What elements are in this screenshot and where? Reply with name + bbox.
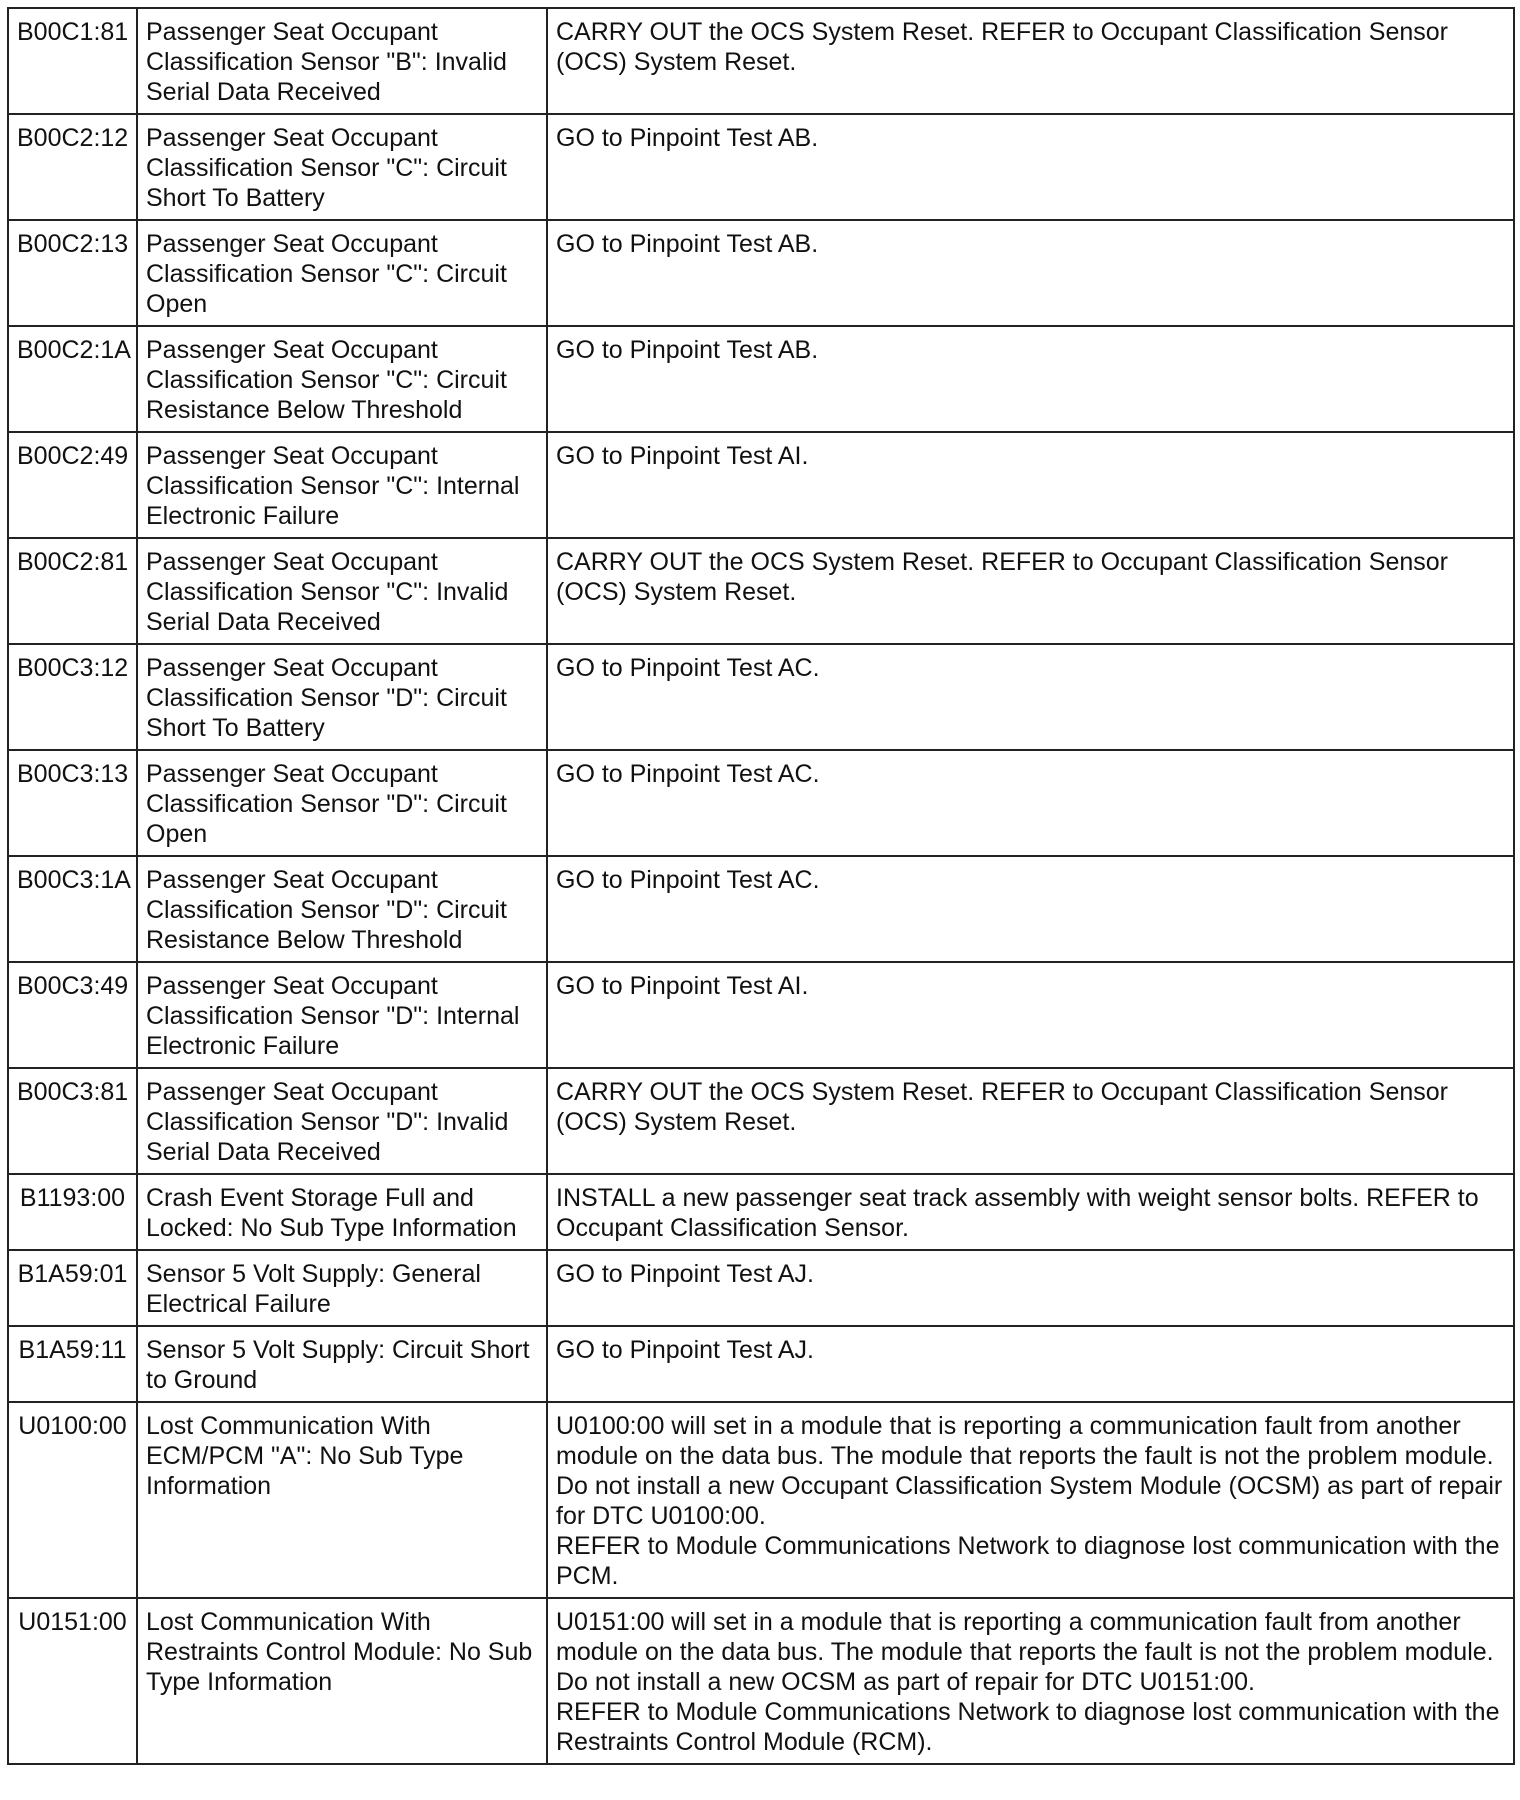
table-row xyxy=(8,1326,1514,1402)
dtc-code: B00C2:13 xyxy=(8,220,137,326)
action-text: GO to Pinpoint Test AC. xyxy=(556,654,820,682)
table-row xyxy=(8,114,1514,220)
dtc-description: Lost Communication With Restraints Control Module: No Sub Type Information xyxy=(137,1598,547,1764)
action-text: GO to Pinpoint Test AJ. xyxy=(556,1336,815,1364)
dtc-code: B00C3:13 xyxy=(8,750,137,856)
dtc-description: Passenger Seat Occupant Classification Sensor "C": Internal Electronic Failure xyxy=(137,432,547,538)
dtc-code: B1193:00 xyxy=(8,1174,137,1250)
dtc-action xyxy=(547,220,1514,326)
dtc-action xyxy=(547,1174,1514,1250)
dtc-action xyxy=(547,114,1514,220)
table-row xyxy=(8,856,1514,962)
dtc-description: Passenger Seat Occupant Classification Sensor "C": Circuit Short To Battery xyxy=(137,114,547,220)
dtc-code: B00C2:49 xyxy=(8,432,137,538)
dtc-code: B00C3:12 xyxy=(8,644,137,750)
action-text: REFER to Module Communications Network to diagnose lost communication with the Restraints Control Module (RCM). xyxy=(556,1698,1500,1756)
dtc-description: Sensor 5 Volt Supply: Circuit Short to Ground xyxy=(137,1326,547,1402)
table-row xyxy=(8,220,1514,326)
action-text: CARRY OUT the OCS System Reset. REFER to Occupant Classification Sensor (OCS) System Reset. xyxy=(556,18,1448,76)
table-row xyxy=(8,1598,1514,1764)
dtc-action xyxy=(547,326,1514,432)
dtc-code: B1A59:01 xyxy=(8,1250,137,1326)
action-text: INSTALL a new passenger seat track assembly with weight sensor bolts. REFER to Occupant Classification Sensor. xyxy=(556,1184,1479,1242)
action-text: GO to Pinpoint Test AB. xyxy=(556,230,819,258)
dtc-code: U0100:00 xyxy=(8,1402,137,1598)
dtc-action xyxy=(547,856,1514,962)
dtc-code: B00C3:49 xyxy=(8,962,137,1068)
dtc-description: Passenger Seat Occupant Classification Sensor "D": Internal Electronic Failure xyxy=(137,962,547,1068)
dtc-action xyxy=(547,1598,1514,1764)
table-row xyxy=(8,432,1514,538)
dtc-description: Sensor 5 Volt Supply: General Electrical Failure xyxy=(137,1250,547,1326)
action-text: CARRY OUT the OCS System Reset. REFER to Occupant Classification Sensor (OCS) System Reset. xyxy=(556,1078,1448,1136)
table-row xyxy=(8,1174,1514,1250)
table-row xyxy=(8,326,1514,432)
dtc-action xyxy=(547,1402,1514,1598)
table-row xyxy=(8,1402,1514,1598)
dtc-code: B00C2:1A xyxy=(8,326,137,432)
table-row xyxy=(8,750,1514,856)
action-text: GO to Pinpoint Test AB. xyxy=(556,336,819,364)
action-text: GO to Pinpoint Test AI. xyxy=(556,972,809,1000)
dtc-code: B00C2:12 xyxy=(8,114,137,220)
dtc-code: U0151:00 xyxy=(8,1598,137,1764)
dtc-description: Passenger Seat Occupant Classification Sensor "D": Circuit Resistance Below Threshold xyxy=(137,856,547,962)
action-text: GO to Pinpoint Test AC. xyxy=(556,866,820,894)
dtc-action xyxy=(547,538,1514,644)
dtc-action xyxy=(547,8,1514,114)
dtc-code: B00C2:81 xyxy=(8,538,137,644)
dtc-action xyxy=(547,1326,1514,1402)
dtc-action xyxy=(547,432,1514,538)
table-row xyxy=(8,1068,1514,1174)
dtc-description: Passenger Seat Occupant Classification Sensor "D": Invalid Serial Data Received xyxy=(137,1068,547,1174)
dtc-description: Passenger Seat Occupant Classification Sensor "C": Circuit Resistance Below Threshold xyxy=(137,326,547,432)
dtc-description: Passenger Seat Occupant Classification Sensor "D": Circuit Short To Battery xyxy=(137,644,547,750)
dtc-action xyxy=(547,1250,1514,1326)
dtc-description: Passenger Seat Occupant Classification Sensor "C": Invalid Serial Data Received xyxy=(137,538,547,644)
dtc-table-body xyxy=(8,8,1514,1764)
table-row xyxy=(8,962,1514,1068)
dtc-code: B00C3:1A xyxy=(8,856,137,962)
dtc-code: B1A59:11 xyxy=(8,1326,137,1402)
table-row xyxy=(8,538,1514,644)
action-text: GO to Pinpoint Test AI. xyxy=(556,442,809,470)
table-row xyxy=(8,644,1514,750)
table-row xyxy=(8,1250,1514,1326)
dtc-description: Passenger Seat Occupant Classification Sensor "B": Invalid Serial Data Received xyxy=(137,8,547,114)
action-text: U0151:00 will set in a module that is reporting a communication fault from another module on the data bus. The module that reports the fault is not the problem module. Do not install a new OCSM as part of repair for DTC U0151:00. xyxy=(556,1608,1494,1696)
action-text: GO to Pinpoint Test AB. xyxy=(556,124,819,152)
dtc-description: Passenger Seat Occupant Classification Sensor "C": Circuit Open xyxy=(137,220,547,326)
dtc-table xyxy=(7,7,1515,1765)
dtc-action xyxy=(547,1068,1514,1174)
dtc-action xyxy=(547,750,1514,856)
action-text: GO to Pinpoint Test AJ. xyxy=(556,1260,815,1288)
dtc-description: Lost Communication With ECM/PCM "A": No Sub Type Information xyxy=(137,1402,547,1598)
dtc-action xyxy=(547,644,1514,750)
action-text: GO to Pinpoint Test AC. xyxy=(556,760,820,788)
dtc-code: B00C1:81 xyxy=(8,8,137,114)
action-text: REFER to Module Communications Network to diagnose lost communication with the PCM. xyxy=(556,1532,1500,1590)
action-text: CARRY OUT the OCS System Reset. REFER to Occupant Classification Sensor (OCS) System Reset. xyxy=(556,548,1448,606)
table-row xyxy=(8,8,1514,114)
dtc-action xyxy=(547,962,1514,1068)
dtc-description: Crash Event Storage Full and Locked: No Sub Type Information xyxy=(137,1174,547,1250)
dtc-description: Passenger Seat Occupant Classification Sensor "D": Circuit Open xyxy=(137,750,547,856)
action-text: U0100:00 will set in a module that is reporting a communication fault from another module on the data bus. The module that reports the fault is not the problem module. Do not install a new Occupant Classification System Module (OCSM) as part of repair for DTC U0100:00. xyxy=(556,1412,1503,1530)
dtc-code: B00C3:81 xyxy=(8,1068,137,1174)
